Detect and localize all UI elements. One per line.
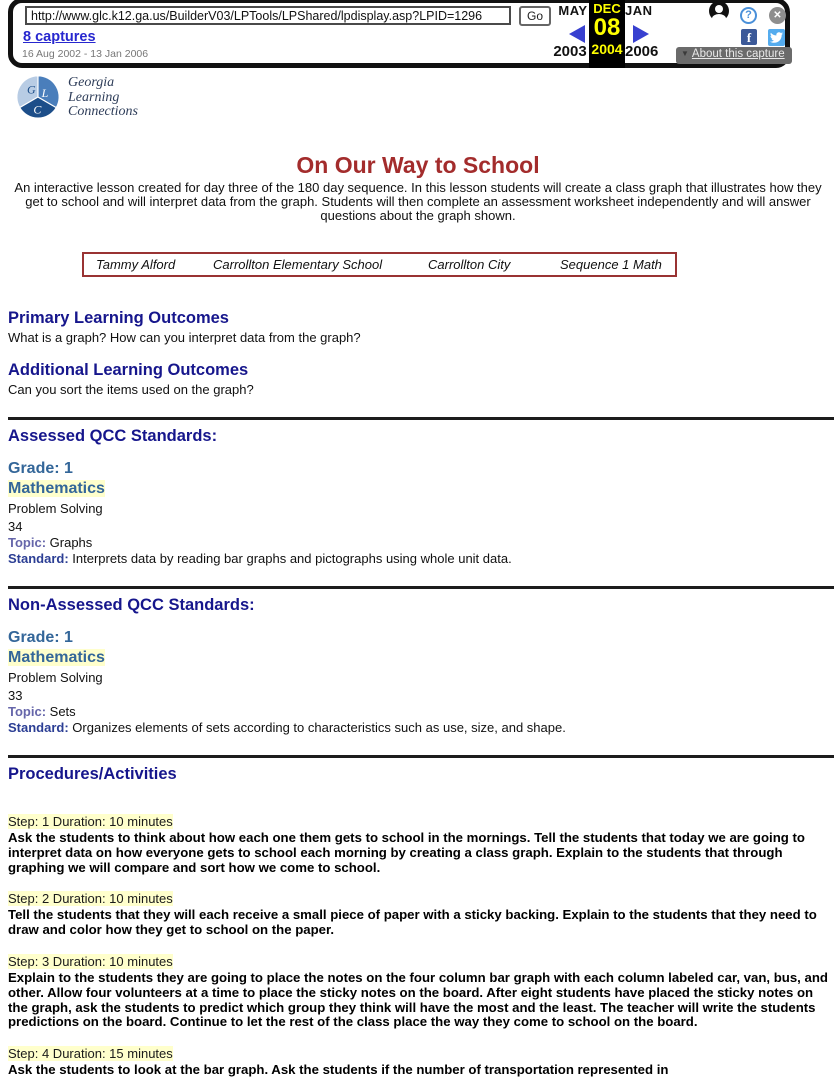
next-month-label: JAN [625,3,653,18]
procedure-step-3 [0,954,836,1030]
non-assessed-number: 33 [8,688,23,703]
lesson-page [0,70,836,1078]
non-assessed-subject [8,649,836,667]
captures-link[interactable]: 8 captures [23,29,96,45]
section-divider [8,417,834,420]
district-cell: Carrollton City [428,257,511,272]
non-assessed-standards-heading: Non-Assessed QCC Standards: [8,596,255,614]
section-divider [8,755,834,758]
non-assessed-grade: Grade: 1 [8,629,73,646]
assessed-topic-value: Graphs [49,535,93,550]
additional-outcomes-heading: Additional Learning Outcomes [8,361,249,379]
logo-word-connections: Connections [68,104,138,119]
step-text: Explain to the students they are going to place the notes on the four column bar graph with each column labeled car, van, bus, and other. Allow four volunteers at a time to place the sticky notes on the board. After eight students have placed the sticky notes on the graph, ask the students to predict which group they think will have the most and the least. The teacher will write the students predictions on the board. Continue to let the rest of the class place the way they come to school on the board. [8,969,828,1030]
current-capture-date [589,0,625,68]
next-year-link[interactable]: 2006 [625,43,659,60]
lesson-info-table [82,252,677,277]
non-assessed-topic-value: Sets [49,704,76,719]
glc-logo [15,74,836,120]
url-input[interactable] [25,6,511,25]
logo-word-georgia: Georgia [68,75,115,90]
step-text: Ask the students to think about how each one them gets to school in the mornings. Tell the students that today we are going to interpret data on how everyone gets to school each morning by creating a class graph. Explain to the students that through graphing we will compare and sort how we come to school. [8,830,805,875]
go-button[interactable]: Go [519,6,551,26]
procedures-heading: Procedures/Activities [8,765,177,783]
non-assessed-subject-highlight: Mathematics [8,649,105,666]
assessed-standards-heading: Assessed QCC Standards: [8,427,218,445]
topic-label: Topic: [8,704,47,719]
primary-outcomes-heading: Primary Learning Outcomes [8,309,229,327]
twitter-share-icon[interactable] [768,29,785,46]
next-capture-arrow-icon[interactable] [633,25,649,43]
standard-label: Standard: [8,720,69,735]
current-year: 2004 [591,41,623,57]
logo-letter-l: L [41,86,49,100]
logo-letter-c: C [33,102,42,117]
about-this-capture-button[interactable] [676,47,792,64]
assessed-grade: Grade: 1 [8,460,73,477]
logo-word-learning: Learning [68,89,120,105]
glc-logo-icon [15,74,61,120]
page-title: On Our Way to School [296,152,540,178]
step-header: Step: 1 Duration: 10 minutes [8,814,173,829]
procedure-step-1 [0,814,836,875]
assessed-strand: Problem Solving [8,501,103,516]
primary-outcomes-text: What is a graph? How can you interpret data from the graph? [8,330,361,345]
dropdown-caret-icon: ▼ [681,49,689,58]
help-icon[interactable]: ? [740,7,757,24]
wayback-toolbar [8,0,790,68]
step-header: Step: 4 Duration: 15 minutes [8,1046,173,1062]
step-header: Step: 3 Duration: 10 minutes [8,953,173,969]
procedure-step-4 [0,1046,836,1078]
non-assessed-standard-row [8,720,836,735]
capture-range: 16 Aug 2002 - 13 Jan 2006 [22,48,149,60]
current-month: DEC [593,1,621,16]
prev-month-label: MAY [558,3,588,18]
section-divider [8,586,834,589]
assessed-subject-highlight: Mathematics [8,480,105,497]
logo-letter-g: G [26,82,36,97]
step-text: Ask the students to look at the bar graph. Ask the students if the number of transportation represented in [8,1062,669,1078]
assessed-subject [8,480,836,498]
lesson-description: An interactive lesson created for day three of the 180 day sequence. In this lesson students will create a class graph that illustrates how they get to school and will interpret data from the graph. Students will then complete an assessment worksheet independently and will answer questions about the graph shown. [14,180,822,223]
profile-icon[interactable] [709,1,729,21]
procedure-step-2 [0,891,836,938]
school-cell: Carrollton Elementary School [213,257,383,272]
non-assessed-topic-row [8,704,836,719]
assessed-standard-value: Interprets data by reading bar graphs and pictographs using whole unit data. [72,551,512,566]
topic-label: Topic: [8,535,47,550]
prev-year-link[interactable]: 2003 [553,43,587,60]
prev-capture-arrow-icon[interactable] [569,25,585,43]
standard-label: Standard: [8,551,69,566]
current-day: 08 [593,14,621,41]
step-text: Tell the students that they will each receive a small piece of paper with a sticky backing. Explain to the students that they need to draw and color how they get to school on the paper. [8,907,817,938]
logo-wordmark [68,76,138,120]
facebook-share-icon[interactable]: f [741,29,757,45]
non-assessed-strand: Problem Solving [8,670,103,685]
assessed-standard-row [8,551,836,566]
step-header: Step: 2 Duration: 10 minutes [8,891,173,907]
assessed-topic-row [8,535,836,550]
table-row [83,253,676,276]
sequence-cell: Sequence 1 Math [560,257,662,272]
about-this-capture-label: About this capture [691,48,785,60]
non-assessed-standard-value: Organizes elements of sets according to characteristics such as use, size, and shape. [72,720,566,735]
author-cell: Tammy Alford [96,257,176,272]
close-icon[interactable]: ✕ [769,7,786,24]
assessed-number: 34 [8,519,23,534]
additional-outcomes-text: Can you sort the items used on the graph? [8,382,254,397]
